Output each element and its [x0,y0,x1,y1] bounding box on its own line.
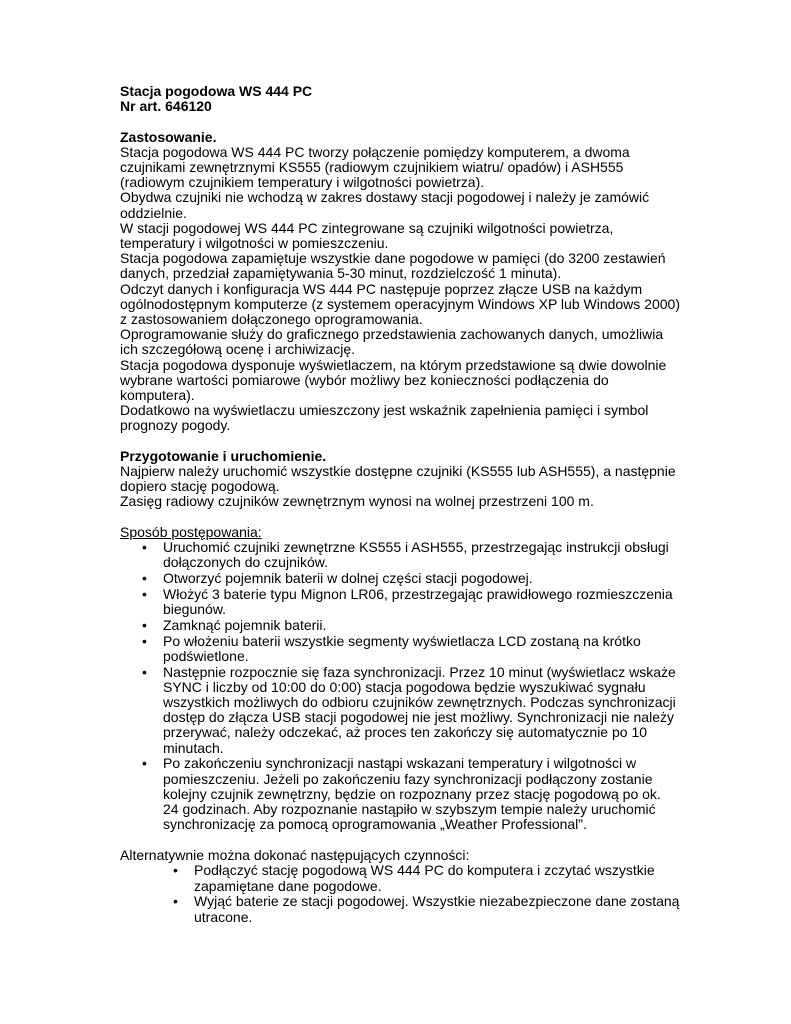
list-item [120,571,680,586]
bullet-icon: • [142,539,147,556]
step-text: Następnie rozpocznie się faza synchronizacji. Przez 10 minut (wyświetlacz wskaże SYNC i liczby od 10:00 do 0:00) stacja pogodowa będzie wyszukiwać sygnału wszystkich możliwych do odbioru czujników zewnętrznych. Podczas synchronizacji dostęp do złącza USB stacji pogodowej nie jest możliwy. Synchronizacji nie należy przerywać, należy odczekać, aż proces ten zakończy się automatycznie po 10 minutach. [163,663,676,756]
bullet-icon: • [142,755,147,772]
list-item [120,665,680,756]
list-item [120,618,680,633]
bullet-icon: • [173,893,178,910]
usage-paragraph: Stacja pogodowa zapamiętuje wszystkie dane pogodowe w pamięci (do 3200 zestawień danych, przedział zapamiętywania 5-30 minut, rozdzielczość 1 minuta). [120,250,666,282]
bullet-icon: • [142,632,147,649]
setup-heading: Przygotowanie i uruchomienie. [120,447,327,464]
list-item [120,634,680,664]
step-text: Włożyć 3 baterie typu Mignon LR06, przestrzegając prawidłowego rozmieszczenia biegunów. [163,585,673,618]
step-text: Otworzyć pojemnik baterii w dolnej części stacji pogodowej. [163,570,533,587]
bullet-icon: • [142,570,147,587]
document-title: Stacja pogodowa WS 444 PC [120,83,313,99]
list-item [120,863,680,893]
article-number: Nr art. 646120 [120,98,212,115]
alternative-text: Podłączyć stację pogodową WS 444 PC do komputera i zczytać wszystkie zapamiętane dane pogodowe. [194,862,655,894]
setup-paragraph: Najpierw należy uruchomić wszystkie dostępne czujniki (KS555 lub ASH555), a następnie dopiero stację pogodową. [120,463,676,495]
spacer [120,510,680,525]
usage-paragraph: W stacji pogodowej WS 444 PC zintegrowane są czujniki wilgotności powietrza, temperatury i wilgotności w pomieszczeniu. [120,219,614,252]
usage-paragraph: Dodatkowo na wyświetlaczu umieszczony jest wskaźnik zapełnienia pamięci i symbol prognozy pogody. [120,402,649,434]
document-page [120,84,680,925]
usage-heading: Zastosowanie. [120,128,217,145]
list-item [120,587,680,617]
alternative-text: Wyjąć baterie ze stacji pogodowej. Wszystkie niezabezpieczone dane zostaną utracone. [194,893,680,925]
list-item [120,894,680,924]
bullet-icon: • [142,585,147,602]
spacer [120,114,680,129]
list-item [120,540,680,570]
alternatives-list [120,863,680,924]
usage-paragraph: Oprogramowanie służy do graficznego przedstawienia zachowanych danych, umożliwia ich szczegółową ocenę i archiwizację. [120,326,664,358]
step-text: Po włożeniu baterii wszystkie segmenty wyświetlacza LCD zostaną na krótko podświetlone. [163,632,641,664]
bullet-icon: • [173,862,178,879]
step-text: Zamknąć pojemnik baterii. [163,616,327,633]
step-text: Uruchomić czujniki zewnętrzne KS555 i ASH555, przestrzegając instrukcji obsługi dołączonych do czujników. [163,539,669,571]
list-item [120,756,680,832]
usage-paragraph: Stacja pogodowa WS 444 PC tworzy połączenie pomiędzy komputerem, a dwoma czujnikami zewnętrznymi KS555 (radiowym czujnikiem wiatru/ opadów) i ASH555 (radiowym czujnikiem temperatury i wilgotności powietrza). [120,143,630,191]
procedure-label: Sposób postępowania: [120,523,262,540]
alternative-label: Alternatywnie można dokonać następujących czynności: [120,847,470,864]
spacer [120,833,680,848]
usage-paragraph: Obydwa czujniki nie wchodzą w zakres dostawy stacji pogodowej i należy je zamówić oddzielnie. [120,189,650,221]
usage-paragraph: Odczyt danych i konfiguracja WS 444 PC następuje poprzez złącze USB na każdym ogólnodostępnym komputerze (z systemem operacyjnym Windows XP lub Windows 2000) z zastosowaniem dołączonego oprogramowania. [120,280,680,328]
spacer [120,434,680,449]
bullet-icon: • [142,616,147,633]
step-text: Po zakończeniu synchronizacji nastąpi wskazani temperatury i wilgotności w pomieszczeniu. Jeżeli po zakończeniu fazy synchronizacji podłączony zostanie kolejny czujnik zewnętrzny, będzie on rozpoznany przez stację pogodową po ok. 24 godzinach. Aby rozpoznanie nastąpiło w szybszym tempie należy uruchomić synchronizację za pomocą oprogramowania „Weather Professional”. [163,755,661,833]
procedure-steps-list [120,540,680,832]
setup-paragraph: Zasięg radiowy czujników zewnętrznym wynosi na wolnej przestrzeni 100 m. [120,493,594,510]
bullet-icon: • [142,663,147,680]
usage-paragraph: Stacja pogodowa dysponuje wyświetlaczem, na którym przedstawione są dwie dowolnie wybrane wartości pomiarowe (wybór możliwy bez konieczności podłączenia do komputera). [120,356,667,404]
